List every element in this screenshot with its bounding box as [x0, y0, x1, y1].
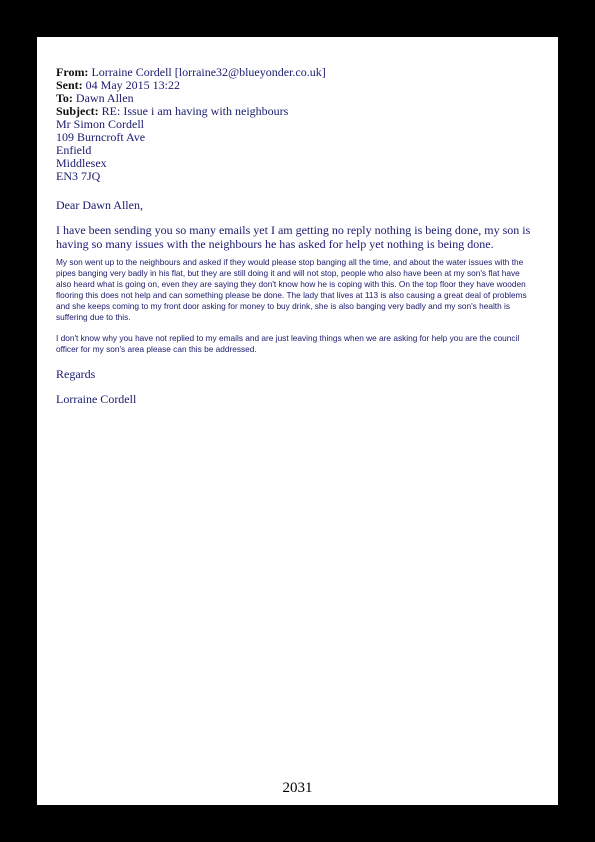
page-number: 2031 — [282, 780, 313, 796]
header-subject-key: Subject: — [56, 104, 99, 118]
paragraph-intro: I have been sending you so many emails yet I am getting no reply nothing is being done, my son is having so many issues with the neighbours he has asked for help yet nothing is being done. — [56, 223, 531, 251]
header-sent-value: 04 May 2015 13:22 — [85, 78, 181, 92]
address-block — [56, 118, 536, 183]
email-headers — [56, 66, 536, 118]
address-name: Mr Simon Cordell — [56, 117, 145, 131]
header-from-value: Lorraine Cordell [lorraine32@blueyonder.co.uk] — [91, 65, 326, 79]
closing-regards: Regards — [56, 367, 96, 381]
salutation: Dear Dawn Allen, — [56, 198, 143, 212]
address-town: Enfield — [56, 143, 92, 157]
header-to-value: Dawn Allen — [75, 91, 134, 105]
header-subject-value: RE: Issue i am having with neighbours — [101, 104, 289, 118]
document-page — [37, 37, 558, 805]
header-sent-key: Sent: — [56, 78, 83, 92]
address-postcode: EN3 7JQ — [56, 169, 101, 183]
signature-name: Lorraine Cordell — [56, 392, 137, 406]
address-county: Middlesex — [56, 156, 107, 170]
paragraph-details: My son went up to the neighbours and asked if they would please stop banging all the time, and about the water issues with the pipes banging very badly in his flat, but they are still doing it and will not stop, people who also have been at my son's flat have also heard what is going on, even they are saying they don't know how he is coping with this. On the top floor they have wooden flooring this does not help and can something please be done. The lady that lives at 113 is also causing a great deal of problems and she keeps coming to my front door asking for money to buy drink, she is also banging very badly and my son's health is suffering due to this. — [56, 257, 527, 322]
paragraph-request: I don't know why you have not replied to my emails and are just leaving things when we are asking for help you are the council officer for my son's area please can this be addressed. — [56, 333, 520, 354]
address-street: 109 Burncroft Ave — [56, 130, 146, 144]
header-from-key: From: — [56, 65, 89, 79]
header-to-key: To: — [56, 91, 73, 105]
email-body — [56, 66, 536, 406]
